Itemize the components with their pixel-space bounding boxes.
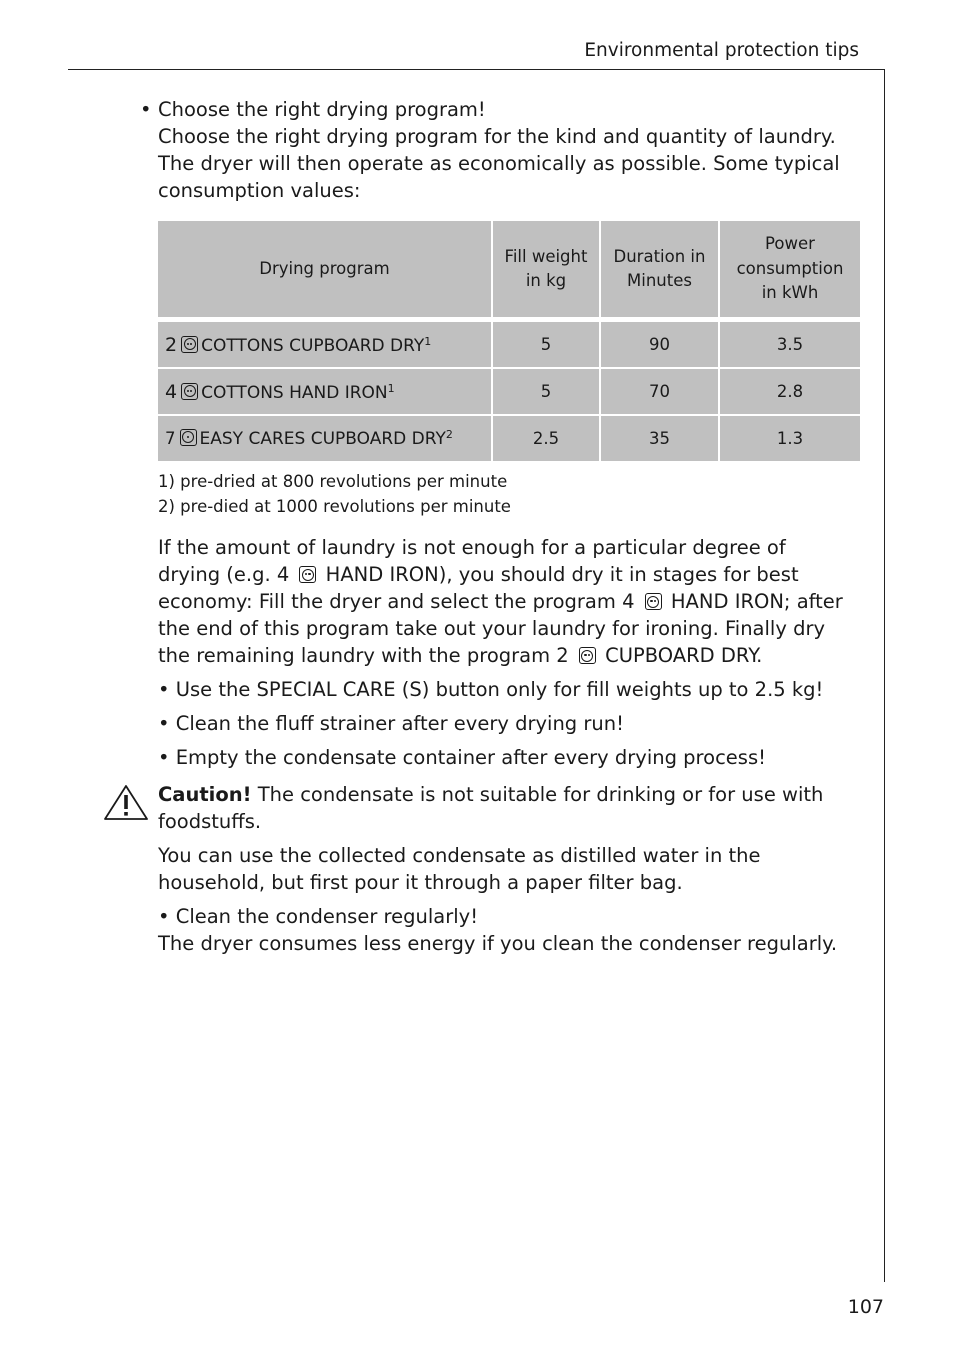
paragraph-line: household, but first pour it through a paper filter bag.: [158, 871, 683, 894]
paragraph-line: the remaining laundry with the program 2 CUPBOARD DRY.: [158, 644, 763, 667]
column-header: Duration in Minutes: [601, 221, 720, 322]
column-header: Drying program: [158, 221, 493, 322]
program-cell: 2 COTTONS CUPBOARD DRY$^1$: [158, 322, 493, 369]
dryness-program-icon: [180, 429, 197, 446]
condensate-paragraph: [158, 842, 863, 896]
power-cell: 2.8: [720, 369, 860, 416]
bullet-condenser: • Clean the condenser regularly!: [158, 905, 479, 928]
column-header: Fill weight in kg: [493, 221, 601, 322]
intro-line: The dryer will then operate as economically as possible. Some typical: [158, 152, 840, 175]
paragraph-line: You can use the collected condensate as distilled water in the: [158, 844, 761, 867]
caution-paragraph: [158, 781, 863, 835]
dryness-program-icon: [299, 566, 316, 583]
dryness-program-icon: [579, 647, 596, 664]
bullet-special-care: • Use the SPECIAL CARE (S) button only for fill weights up to 2.5 kg!: [158, 678, 824, 701]
margin-rule: [884, 69, 885, 1282]
fill-weight-cell: 5: [493, 369, 601, 416]
duration-cell: 35: [601, 416, 720, 461]
paragraph-line: If the amount of laundry is not enough for a particular degree of: [158, 536, 786, 559]
paragraph-line: drying (e.g. 4 HAND IRON), you should dry it in stages for best: [158, 563, 799, 586]
table-header-row: [158, 221, 860, 322]
table-row: [158, 416, 860, 461]
page-number: 107: [847, 1296, 884, 1318]
fill-weight-cell: 2.5: [493, 416, 601, 461]
intro-paragraph: [158, 96, 863, 204]
paragraph-line: The dryer consumes less energy if you clean the condenser regularly.: [158, 932, 838, 955]
intro-line: consumption values:: [158, 179, 361, 202]
table-footnotes: [158, 469, 511, 519]
consumption-table: [158, 221, 860, 461]
table-row: [158, 369, 860, 416]
page-header-title: Environmental protection tips: [584, 40, 859, 61]
duration-cell: 90: [601, 322, 720, 369]
paragraph-line: the end of this program take out your laundry for ironing. Finally dry: [158, 617, 826, 640]
paragraph-line: Caution! The condensate is not suitable for drinking or for use with: [158, 783, 824, 806]
footnote: 1) pre-dried at 800 revolutions per minute: [158, 472, 508, 491]
table-row: [158, 322, 860, 369]
condenser-paragraph: [158, 903, 863, 957]
caution-label: Caution!: [158, 783, 252, 806]
dryness-program-icon: [645, 593, 662, 610]
paragraph-line: foodstuffs.: [158, 810, 262, 833]
bullet-fluff-strainer: • Clean the fluff strainer after every drying run!: [158, 712, 624, 735]
program-cell: 7 EASY CARES CUPBOARD DRY$^2$: [158, 416, 493, 461]
intro-line: Choose the right drying program!: [158, 98, 486, 121]
stages-paragraph: [158, 534, 863, 669]
column-header: Power consumption in kWh: [720, 221, 860, 322]
dryness-program-icon: [181, 383, 198, 400]
paragraph-line: economy: Fill the dryer and select the program 4 HAND IRON; after: [158, 590, 843, 613]
bullet-condensate-container: • Empty the condensate container after every drying process!: [158, 746, 766, 769]
power-cell: 3.5: [720, 322, 860, 369]
dryness-program-icon: [181, 336, 198, 353]
duration-cell: 70: [601, 369, 720, 416]
warning-triangle-icon: [103, 784, 149, 822]
intro-bullet: •: [140, 98, 152, 121]
footnote: 2) pre-died at 1000 revolutions per minute: [158, 497, 511, 516]
header-rule: [68, 69, 885, 70]
power-cell: 1.3: [720, 416, 860, 461]
fill-weight-cell: 5: [493, 322, 601, 369]
program-cell: 4 COTTONS HAND IRON$^1$: [158, 369, 493, 416]
intro-line: Choose the right drying program for the kind and quantity of laundry.: [158, 125, 836, 148]
